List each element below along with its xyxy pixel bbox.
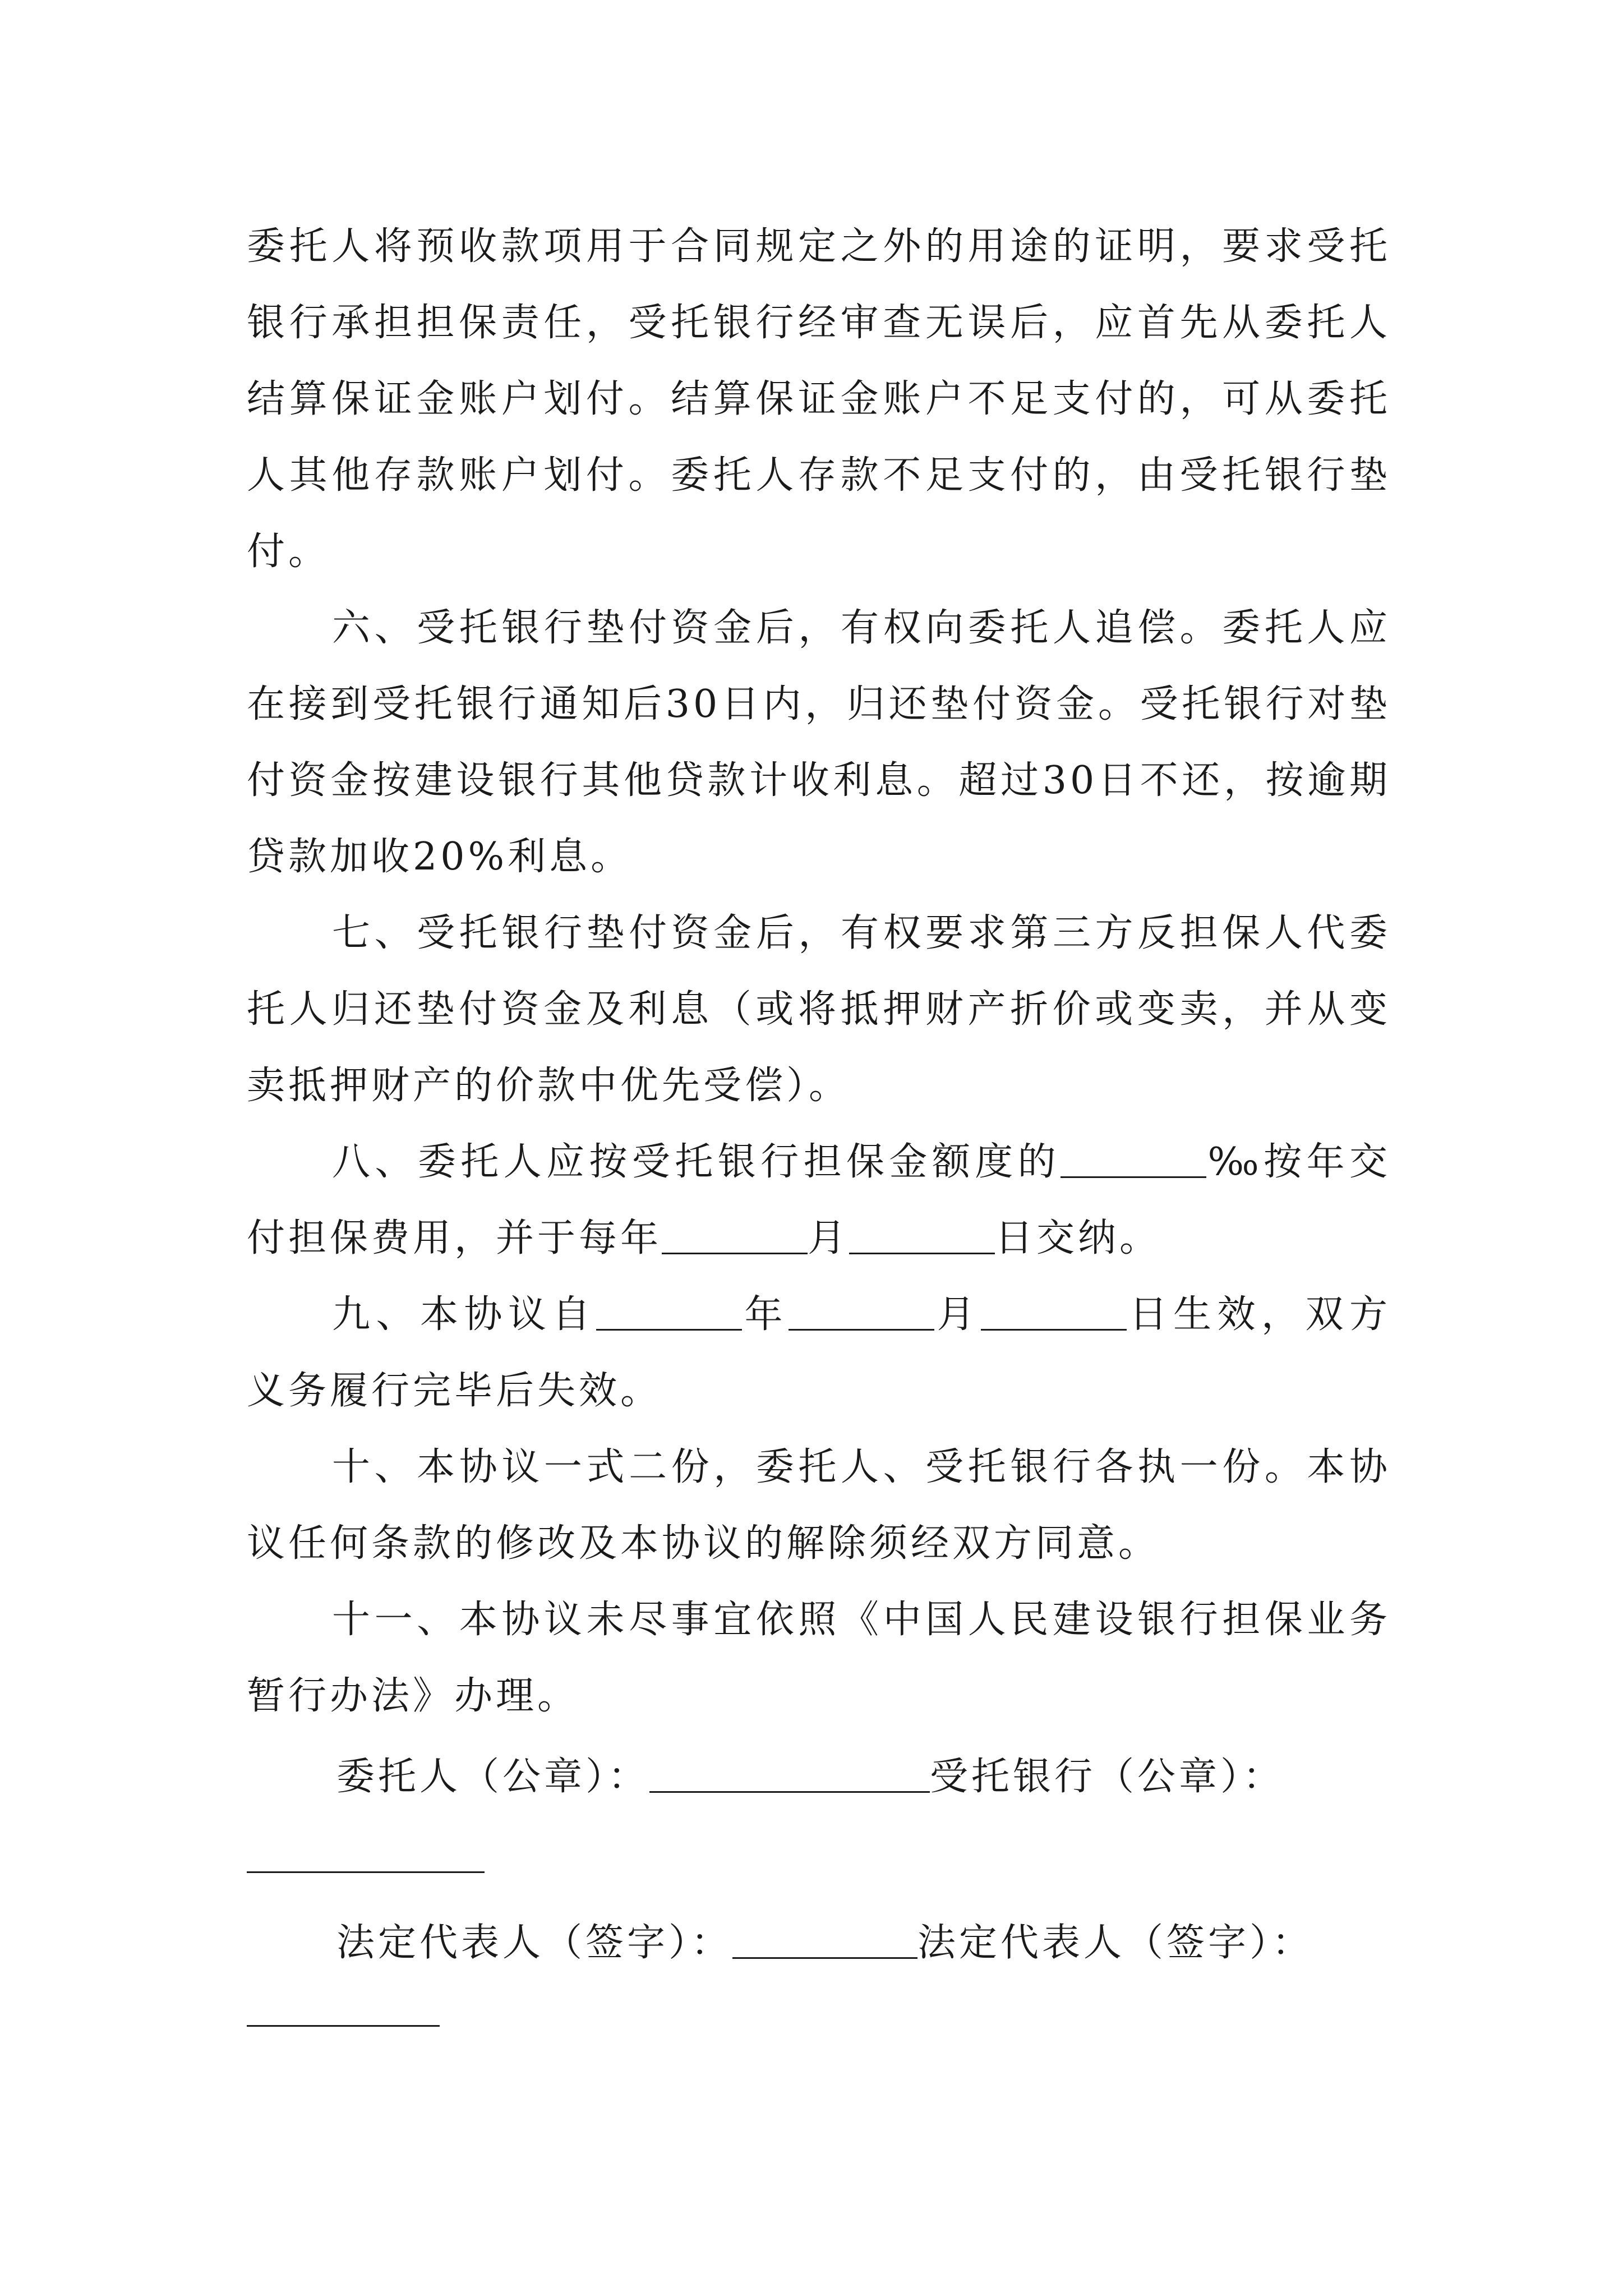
principal-seal-label: 委托人（公章）：	[336, 1755, 650, 1799]
payment-day-blank[interactable]	[849, 1217, 995, 1254]
fee-rate-blank[interactable]	[1061, 1140, 1206, 1178]
clause-9	[247, 1277, 1391, 1429]
clause-11: 十一、本协议未尽事宜依照《中国人民建设银行担保业务暂行办法》办理。	[247, 1598, 1391, 1718]
clause-8-text-c: 月	[808, 1216, 850, 1260]
clause-10: 十、本协议一式二份，委托人、受托银行各执一份。本协议任何条款的修改及本协议的解除须经双方同意。	[247, 1445, 1391, 1566]
signature-row-seal	[336, 1739, 1284, 1815]
document-body	[247, 209, 1391, 1734]
paragraph-continuation: 委托人将预收款项用于合同规定之外的用途的证明，要求受托银行承担担保责任，受托银行经审查无误后，应首先从委托人结算保证金账户划付。结算保证金账户不足支付的，可从委托人其他存款账户划付。委托人存款不足支付的，由受托银行垫付。	[247, 224, 1391, 574]
payment-month-blank[interactable]	[662, 1217, 808, 1254]
clause-9-text-a: 九、本协议自	[332, 1292, 596, 1337]
clause-8	[247, 1124, 1391, 1277]
bank-representative-blank[interactable]	[247, 2025, 440, 2027]
bank-representative-label: 法定代表人（签字）：	[917, 1921, 1314, 1965]
effective-day-blank[interactable]	[981, 1293, 1127, 1331]
clause-7: 七、受托银行垫付资金后，有权要求第三方反担保人代委托人归还垫付资金及利息（或将抵押财产折价或变卖，并从变卖抵押财产的价款中优先受偿）。	[247, 911, 1391, 1108]
clause-9-text-d: 日生效，双方义务履行完毕后失效。	[247, 1292, 1391, 1413]
bank-seal-label: 受托银行（公章）：	[930, 1755, 1285, 1799]
clause-9-text-b: 年	[741, 1292, 789, 1337]
signature-row-representative	[336, 1905, 1313, 1981]
principal-seal-blank[interactable]	[649, 1755, 930, 1793]
clause-6: 六、受托银行垫付资金后，有权向委托人追偿。委托人应在接到受托银行通知后30日内，归还垫付资金。受托银行对垫付资金按建设银行其他贷款计收利息。超过30日不还，按逾期贷款加收20%利息。	[247, 606, 1391, 879]
effective-month-blank[interactable]	[789, 1293, 934, 1331]
clause-9-text-c: 月	[934, 1292, 981, 1337]
clause-8-text-d: 日交纳。	[995, 1216, 1161, 1260]
clause-8-text-b: ‰按年交付担保费用，并于每年	[247, 1140, 1391, 1260]
effective-year-blank[interactable]	[596, 1293, 742, 1331]
principal-representative-label: 法定代表人（签字）：	[336, 1921, 733, 1965]
bank-seal-blank[interactable]	[247, 1871, 485, 1873]
clause-8-text-a: 八、委托人应按受托银行担保金额度的	[332, 1140, 1061, 1184]
principal-representative-blank[interactable]	[732, 1921, 917, 1959]
